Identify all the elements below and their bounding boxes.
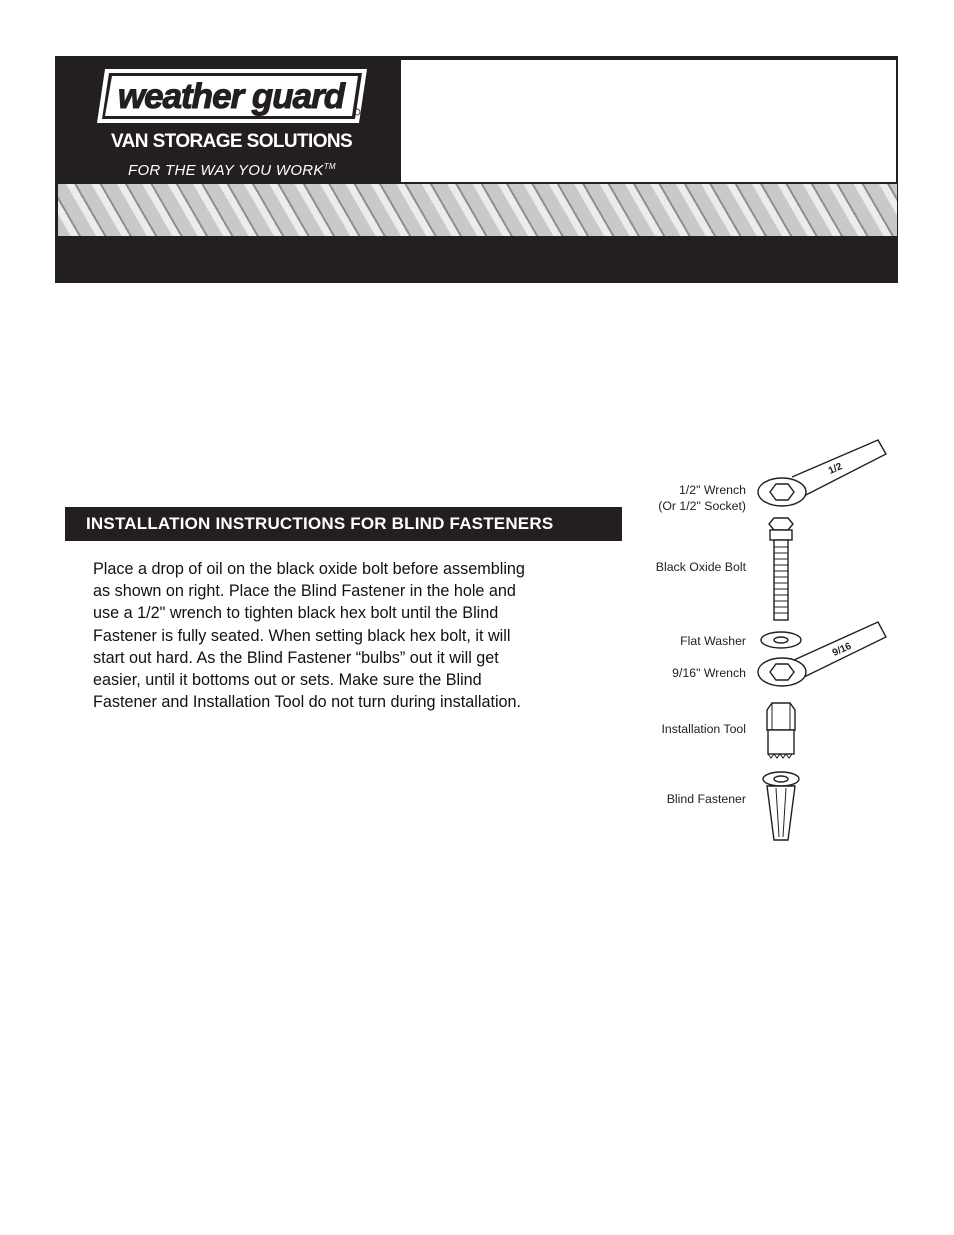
tagline-text: FOR THE WAY YOU WORK (128, 162, 324, 179)
instructions-paragraph (93, 558, 593, 713)
half-inch-wrench-icon (758, 440, 886, 506)
label-washer: Flat Washer (680, 634, 746, 648)
label-half-socket: (Or 1/2" Socket) (658, 499, 746, 513)
logo-wordmark: weather guard (117, 77, 345, 116)
label-half-wrench: 1/2" Wrench (678, 483, 746, 497)
blind-fastener-icon (763, 772, 799, 840)
title-box (399, 58, 898, 184)
logo-subtitle: VAN STORAGE SOLUTIONS (111, 131, 353, 152)
header-bottom-band (55, 236, 898, 283)
instructions-line: Fastener is fully seated. When setting black hex bolt, it will (93, 626, 511, 645)
installation-tool-icon (767, 703, 795, 758)
assembly-illustration (750, 432, 900, 852)
label-installation-tool: Installation Tool (661, 722, 746, 736)
exploded-assembly-diagram (640, 432, 900, 852)
instructions-line: start out hard. As the Blind Fastener “bulbs” out it will get (93, 648, 499, 667)
diagonal-stripe-band (57, 183, 898, 237)
label-916-wrench: 9/16" Wrench (672, 666, 746, 680)
header-banner (55, 56, 898, 283)
instructions-line: easier, until it bottoms out or sets. Make sure the Blind (93, 671, 482, 690)
black-oxide-bolt-icon (769, 518, 793, 620)
instructions-line: Place a drop of oil on the black oxide bolt before assembling (93, 560, 525, 578)
trademark-mark: TM (323, 162, 336, 171)
916-wrench-mark: 9/16 (830, 640, 854, 659)
instructions-line: as shown on right. Place the Blind Fastener in the hole and (93, 582, 516, 601)
brand-logo-area (55, 56, 399, 182)
weather-guard-logo (93, 67, 373, 125)
flat-washer-icon (761, 632, 801, 648)
label-blind-fastener: Blind Fastener (666, 792, 746, 806)
label-bolt: Black Oxide Bolt (655, 560, 746, 574)
instructions-line: Fastener and Installation Tool do not turn during installation. (93, 693, 522, 712)
half-wrench-mark: 1/2 (826, 461, 845, 477)
section-heading: INSTALLATION INSTRUCTIONS FOR BLIND FASTENERS (65, 507, 622, 541)
instructions-line: use a 1/2" wrench to tighten black hex bolt until the Blind (93, 604, 499, 623)
logo-tagline (128, 162, 336, 179)
